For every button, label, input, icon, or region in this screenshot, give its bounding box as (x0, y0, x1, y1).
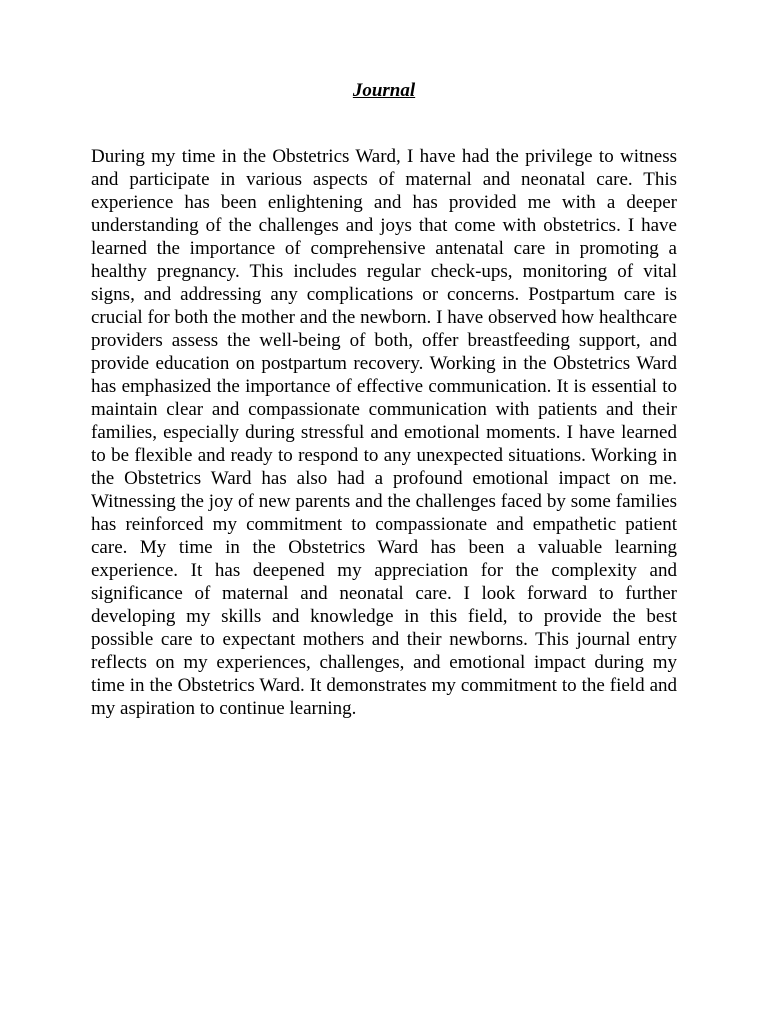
journal-body-paragraph: During my time in the Obstetrics Ward, I have had the privilege to witness and participate in various aspects of maternal and neonatal care. This experience has been enlightening and has provided me with a deeper understanding of the challenges and joys that come with obstetrics. I have learned the importance of comprehensive antenatal care in promoting a healthy pregnancy. This includes regular check-ups, monitoring of vital signs, and addressing any complications or concerns. Postpartum care is crucial for both the mother and the newborn. I have observed how healthcare providers assess the well-being of both, offer breastfeeding support, and provide education on postpartum recovery. Working in the Obstetrics Ward has emphasized the importance of effective communication. It is essential to maintain clear and compassionate communication with patients and their families, especially during stressful and emotional moments. I have learned to be flexible and ready to respond to any unexpected situations. Working in the Obstetrics Ward has also had a profound emotional impact on me. Witnessing the joy of new parents and the challenges faced by some families has reinforced my commitment to compassionate and empathetic patient care. My time in the Obstetrics Ward has been a valuable learning experience. It has deepened my appreciation for the complexity and significance of maternal and neonatal care. I look forward to further developing my skills and knowledge in this field, to provide the best possible care to expectant mothers and their newborns. This journal entry reflects on my experiences, challenges, and emotional impact during my time in the Obstetrics Ward. It demonstrates my commitment to the field and my aspiration to continue learning. (91, 146, 677, 719)
page-title: Journal (352, 80, 416, 101)
